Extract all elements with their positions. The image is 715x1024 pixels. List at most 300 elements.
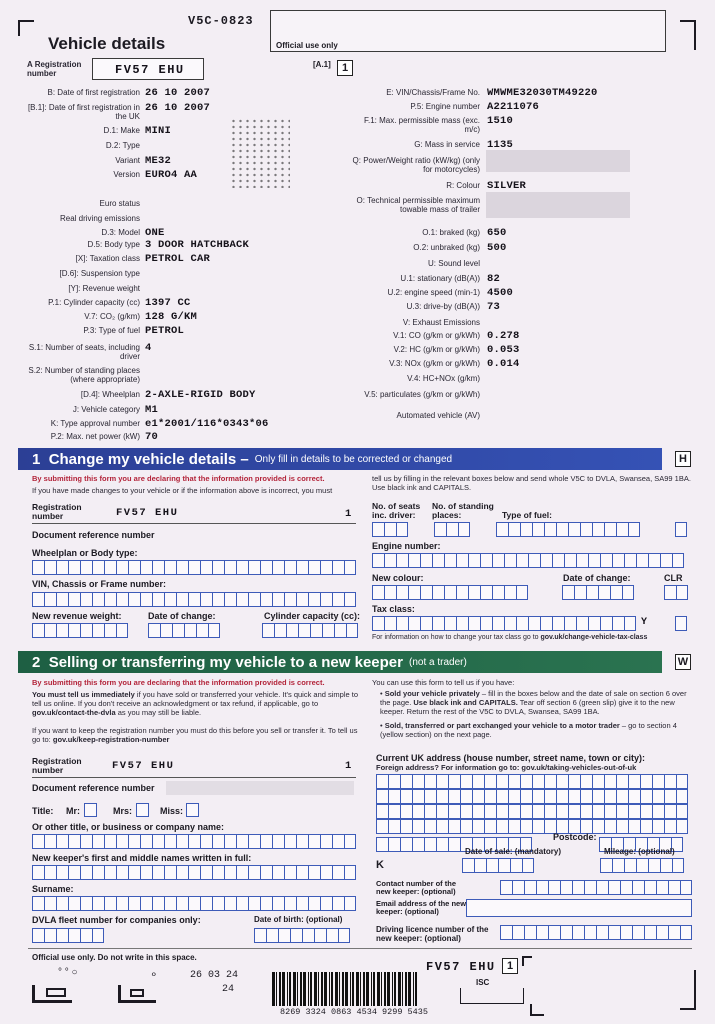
char-box[interactable] <box>676 789 688 804</box>
char-box[interactable] <box>652 804 664 819</box>
char-box[interactable] <box>640 819 652 834</box>
s1-fuel-boxes[interactable] <box>496 522 640 537</box>
char-box[interactable] <box>44 592 56 607</box>
char-box[interactable] <box>140 834 152 849</box>
char-box[interactable] <box>496 804 508 819</box>
char-box[interactable] <box>188 560 200 575</box>
char-box[interactable] <box>608 880 620 895</box>
char-box[interactable] <box>344 592 356 607</box>
char-box[interactable] <box>68 928 80 943</box>
s2-mileage-boxes[interactable] <box>600 858 684 873</box>
char-box[interactable] <box>32 896 44 911</box>
char-box[interactable] <box>456 616 468 631</box>
char-box[interactable] <box>612 616 624 631</box>
char-box[interactable] <box>248 834 260 849</box>
char-box[interactable] <box>448 819 460 834</box>
char-box[interactable] <box>620 880 632 895</box>
char-box[interactable] <box>496 789 508 804</box>
char-box[interactable] <box>636 553 648 568</box>
char-box[interactable] <box>396 522 408 537</box>
char-box[interactable] <box>408 585 420 600</box>
char-box[interactable] <box>372 522 384 537</box>
char-box[interactable] <box>648 858 660 873</box>
s2-surname-boxes[interactable] <box>32 896 356 911</box>
char-box[interactable] <box>484 774 496 789</box>
char-box[interactable] <box>675 522 687 537</box>
char-box[interactable] <box>116 592 128 607</box>
s2-licence-boxes[interactable] <box>500 925 692 940</box>
char-box[interactable] <box>164 560 176 575</box>
char-box[interactable] <box>612 553 624 568</box>
char-box[interactable] <box>284 592 296 607</box>
char-box[interactable] <box>140 896 152 911</box>
char-box[interactable] <box>80 560 92 575</box>
char-box[interactable] <box>296 896 308 911</box>
char-box[interactable] <box>508 522 520 537</box>
char-box[interactable] <box>396 585 408 600</box>
char-box[interactable] <box>172 623 184 638</box>
char-box[interactable] <box>548 880 560 895</box>
char-box[interactable] <box>586 585 598 600</box>
char-box[interactable] <box>460 774 472 789</box>
char-box[interactable] <box>656 880 668 895</box>
char-box[interactable] <box>528 616 540 631</box>
char-box[interactable] <box>92 623 104 638</box>
char-box[interactable] <box>592 804 604 819</box>
char-box[interactable] <box>152 896 164 911</box>
char-box[interactable] <box>592 522 604 537</box>
char-box[interactable] <box>260 592 272 607</box>
char-box[interactable] <box>510 858 522 873</box>
char-box[interactable] <box>320 896 332 911</box>
char-box[interactable] <box>664 774 676 789</box>
char-box[interactable] <box>564 616 576 631</box>
char-box[interactable] <box>32 560 44 575</box>
char-box[interactable] <box>272 560 284 575</box>
char-box[interactable] <box>532 522 544 537</box>
char-box[interactable] <box>604 774 616 789</box>
char-box[interactable] <box>664 804 676 819</box>
char-box[interactable] <box>540 553 552 568</box>
char-box[interactable] <box>236 896 248 911</box>
char-box[interactable] <box>660 858 672 873</box>
char-box[interactable] <box>260 834 272 849</box>
char-box[interactable] <box>128 896 140 911</box>
char-box[interactable] <box>434 522 446 537</box>
char-box[interactable] <box>284 865 296 880</box>
char-box[interactable] <box>574 585 586 600</box>
char-box[interactable] <box>388 837 400 852</box>
char-box[interactable] <box>104 592 116 607</box>
char-box[interactable] <box>544 804 556 819</box>
char-box[interactable] <box>572 880 584 895</box>
char-box[interactable] <box>284 834 296 849</box>
char-box[interactable] <box>376 804 388 819</box>
char-box[interactable] <box>212 896 224 911</box>
char-box[interactable] <box>508 819 520 834</box>
char-box[interactable] <box>254 928 266 943</box>
char-box[interactable] <box>372 616 384 631</box>
char-box[interactable] <box>196 623 208 638</box>
char-box[interactable] <box>624 553 636 568</box>
char-box[interactable] <box>520 804 532 819</box>
char-box[interactable] <box>44 865 56 880</box>
char-box[interactable] <box>248 560 260 575</box>
char-box[interactable] <box>508 774 520 789</box>
char-box[interactable] <box>656 925 668 940</box>
char-box[interactable] <box>266 928 278 943</box>
char-box[interactable] <box>608 925 620 940</box>
char-box[interactable] <box>412 774 424 789</box>
char-box[interactable] <box>408 616 420 631</box>
char-box[interactable] <box>116 623 128 638</box>
char-box[interactable] <box>128 865 140 880</box>
char-box[interactable] <box>472 804 484 819</box>
char-box[interactable] <box>660 553 672 568</box>
char-box[interactable] <box>432 553 444 568</box>
char-box[interactable] <box>584 880 596 895</box>
char-box[interactable] <box>664 819 676 834</box>
s2-para1-link[interactable]: gov.uk/contact-the-dvla <box>32 708 116 717</box>
char-box[interactable] <box>576 553 588 568</box>
char-box[interactable] <box>116 865 128 880</box>
char-box[interactable] <box>332 865 344 880</box>
char-box[interactable] <box>484 789 496 804</box>
char-box[interactable] <box>92 834 104 849</box>
char-box[interactable] <box>260 865 272 880</box>
char-box[interactable] <box>164 834 176 849</box>
char-box[interactable] <box>508 804 520 819</box>
char-box[interactable] <box>208 623 220 638</box>
char-box[interactable] <box>436 837 448 852</box>
char-box[interactable] <box>92 560 104 575</box>
s2-fleet-boxes[interactable] <box>32 928 104 943</box>
s1-tax-info-link[interactable]: gov.uk/change-vehicle-tax-class <box>540 634 648 641</box>
char-box[interactable] <box>504 585 516 600</box>
char-box[interactable] <box>326 928 338 943</box>
char-box[interactable] <box>104 560 116 575</box>
char-box[interactable] <box>388 789 400 804</box>
char-box[interactable] <box>332 560 344 575</box>
char-box[interactable] <box>176 560 188 575</box>
s2-foreign-link[interactable]: gov.uk/taking-vehicles-out-of-uk <box>521 763 637 772</box>
char-box[interactable] <box>128 834 140 849</box>
char-box[interactable] <box>400 774 412 789</box>
s2-dob-boxes[interactable] <box>254 928 350 943</box>
char-box[interactable] <box>610 585 622 600</box>
char-box[interactable] <box>200 560 212 575</box>
char-box[interactable] <box>576 616 588 631</box>
char-box[interactable] <box>460 819 472 834</box>
char-box[interactable] <box>664 585 676 600</box>
char-box[interactable] <box>140 865 152 880</box>
char-box[interactable] <box>104 896 116 911</box>
char-box[interactable] <box>522 858 534 873</box>
char-box[interactable] <box>632 880 644 895</box>
char-box[interactable] <box>640 804 652 819</box>
char-box[interactable] <box>236 592 248 607</box>
char-box[interactable] <box>460 789 472 804</box>
s2-email-field[interactable] <box>466 899 692 917</box>
char-box[interactable] <box>448 804 460 819</box>
char-box[interactable] <box>480 585 492 600</box>
char-box[interactable] <box>628 789 640 804</box>
char-box[interactable] <box>548 925 560 940</box>
char-box[interactable] <box>504 553 516 568</box>
char-box[interactable] <box>632 925 644 940</box>
char-box[interactable] <box>384 585 396 600</box>
char-box[interactable] <box>552 616 564 631</box>
char-box[interactable] <box>152 592 164 607</box>
char-box[interactable] <box>400 837 412 852</box>
char-box[interactable] <box>32 623 44 638</box>
char-box[interactable] <box>164 865 176 880</box>
char-box[interactable] <box>444 616 456 631</box>
char-box[interactable] <box>140 592 152 607</box>
char-box[interactable] <box>176 834 188 849</box>
char-box[interactable] <box>444 553 456 568</box>
char-box[interactable] <box>424 819 436 834</box>
char-box[interactable] <box>412 819 424 834</box>
char-box[interactable] <box>32 928 44 943</box>
char-box[interactable] <box>376 774 388 789</box>
char-box[interactable] <box>584 925 596 940</box>
char-box[interactable] <box>492 585 504 600</box>
char-box[interactable] <box>176 865 188 880</box>
char-box[interactable] <box>248 865 260 880</box>
char-box[interactable] <box>372 553 384 568</box>
char-box[interactable] <box>604 804 616 819</box>
char-box[interactable] <box>598 585 610 600</box>
char-box[interactable] <box>580 804 592 819</box>
char-box[interactable] <box>444 585 456 600</box>
char-box[interactable] <box>284 896 296 911</box>
s1-vin-boxes[interactable] <box>32 592 356 607</box>
char-box[interactable] <box>496 774 508 789</box>
char-box[interactable] <box>468 553 480 568</box>
char-box[interactable] <box>104 865 116 880</box>
char-box[interactable] <box>272 896 284 911</box>
char-box[interactable] <box>236 560 248 575</box>
char-box[interactable] <box>616 789 628 804</box>
char-box[interactable] <box>188 896 200 911</box>
char-box[interactable] <box>224 560 236 575</box>
char-box[interactable] <box>432 585 444 600</box>
char-box[interactable] <box>508 789 520 804</box>
char-box[interactable] <box>56 865 68 880</box>
char-box[interactable] <box>56 928 68 943</box>
char-box[interactable] <box>446 522 458 537</box>
char-box[interactable] <box>420 616 432 631</box>
s2-para2-link[interactable]: gov.uk/keep-registration-number <box>52 735 170 744</box>
char-box[interactable] <box>68 865 80 880</box>
s2-mr-checkbox[interactable] <box>84 803 97 817</box>
char-box[interactable] <box>302 928 314 943</box>
char-box[interactable] <box>448 789 460 804</box>
char-box[interactable] <box>396 616 408 631</box>
char-box[interactable] <box>600 553 612 568</box>
char-box[interactable] <box>468 616 480 631</box>
char-box[interactable] <box>346 623 358 638</box>
char-box[interactable] <box>532 819 544 834</box>
char-box[interactable] <box>676 819 688 834</box>
char-box[interactable] <box>284 560 296 575</box>
char-box[interactable] <box>544 789 556 804</box>
s1-standing-boxes[interactable] <box>434 522 470 537</box>
s1-tax-extra-box[interactable] <box>675 616 687 631</box>
char-box[interactable] <box>592 789 604 804</box>
char-box[interactable] <box>420 585 432 600</box>
char-box[interactable] <box>286 623 298 638</box>
char-box[interactable] <box>596 880 608 895</box>
char-box[interactable] <box>400 804 412 819</box>
char-box[interactable] <box>68 896 80 911</box>
char-box[interactable] <box>496 819 508 834</box>
char-box[interactable] <box>224 592 236 607</box>
char-box[interactable] <box>516 553 528 568</box>
char-box[interactable] <box>600 858 612 873</box>
char-box[interactable] <box>176 592 188 607</box>
char-box[interactable] <box>512 880 524 895</box>
s1-tax-class-boxes[interactable] <box>372 616 636 631</box>
char-box[interactable] <box>56 560 68 575</box>
char-box[interactable] <box>556 789 568 804</box>
char-box[interactable] <box>332 592 344 607</box>
char-box[interactable] <box>188 834 200 849</box>
char-box[interactable] <box>458 522 470 537</box>
char-box[interactable] <box>260 896 272 911</box>
char-box[interactable] <box>456 585 468 600</box>
char-box[interactable] <box>148 623 160 638</box>
char-box[interactable] <box>500 880 512 895</box>
char-box[interactable] <box>32 592 44 607</box>
char-box[interactable] <box>400 819 412 834</box>
char-box[interactable] <box>56 896 68 911</box>
char-box[interactable] <box>680 880 692 895</box>
char-box[interactable] <box>622 585 634 600</box>
char-box[interactable] <box>436 789 448 804</box>
char-box[interactable] <box>672 858 684 873</box>
char-box[interactable] <box>384 553 396 568</box>
char-box[interactable] <box>486 858 498 873</box>
char-box[interactable] <box>472 774 484 789</box>
char-box[interactable] <box>568 522 580 537</box>
char-box[interactable] <box>492 616 504 631</box>
char-box[interactable] <box>260 560 272 575</box>
char-box[interactable] <box>675 616 687 631</box>
char-box[interactable] <box>512 925 524 940</box>
char-box[interactable] <box>588 616 600 631</box>
char-box[interactable] <box>628 522 640 537</box>
char-box[interactable] <box>308 834 320 849</box>
char-box[interactable] <box>552 553 564 568</box>
char-box[interactable] <box>44 623 56 638</box>
char-box[interactable] <box>412 789 424 804</box>
char-box[interactable] <box>628 774 640 789</box>
char-box[interactable] <box>456 553 468 568</box>
char-box[interactable] <box>224 865 236 880</box>
s2-miss-checkbox[interactable] <box>186 803 199 817</box>
char-box[interactable] <box>200 865 212 880</box>
char-box[interactable] <box>384 616 396 631</box>
s2-address-grid[interactable] <box>376 774 688 834</box>
char-box[interactable] <box>468 585 480 600</box>
char-box[interactable] <box>520 789 532 804</box>
char-box[interactable] <box>92 592 104 607</box>
char-box[interactable] <box>592 774 604 789</box>
char-box[interactable] <box>668 880 680 895</box>
char-box[interactable] <box>296 865 308 880</box>
char-box[interactable] <box>648 553 660 568</box>
char-box[interactable] <box>160 623 172 638</box>
s2-doc-ref-field[interactable] <box>166 781 354 795</box>
char-box[interactable] <box>424 774 436 789</box>
s1-cylinder-boxes[interactable] <box>262 623 358 638</box>
char-box[interactable] <box>184 623 196 638</box>
char-box[interactable] <box>344 896 356 911</box>
char-box[interactable] <box>644 925 656 940</box>
char-box[interactable] <box>616 819 628 834</box>
char-box[interactable] <box>212 560 224 575</box>
char-box[interactable] <box>616 522 628 537</box>
char-box[interactable] <box>296 592 308 607</box>
char-box[interactable] <box>68 592 80 607</box>
char-box[interactable] <box>472 789 484 804</box>
char-box[interactable] <box>68 834 80 849</box>
char-box[interactable] <box>272 834 284 849</box>
char-box[interactable] <box>334 623 346 638</box>
char-box[interactable] <box>412 837 424 852</box>
char-box[interactable] <box>320 560 332 575</box>
char-box[interactable] <box>560 880 572 895</box>
char-box[interactable] <box>80 865 92 880</box>
char-box[interactable] <box>152 560 164 575</box>
s1-fuel-extra-box[interactable] <box>675 522 687 537</box>
char-box[interactable] <box>320 834 332 849</box>
char-box[interactable] <box>44 834 56 849</box>
char-box[interactable] <box>308 865 320 880</box>
char-box[interactable] <box>152 834 164 849</box>
char-box[interactable] <box>92 865 104 880</box>
char-box[interactable] <box>80 834 92 849</box>
s1-clr-boxes[interactable] <box>664 585 688 600</box>
char-box[interactable] <box>332 896 344 911</box>
char-box[interactable] <box>448 837 460 852</box>
char-box[interactable] <box>676 774 688 789</box>
char-box[interactable] <box>56 592 68 607</box>
char-box[interactable] <box>520 522 532 537</box>
char-box[interactable] <box>498 858 510 873</box>
char-box[interactable] <box>504 616 516 631</box>
char-box[interactable] <box>140 560 152 575</box>
char-box[interactable] <box>298 623 310 638</box>
char-box[interactable] <box>624 616 636 631</box>
char-box[interactable] <box>432 616 444 631</box>
char-box[interactable] <box>344 560 356 575</box>
char-box[interactable] <box>460 804 472 819</box>
char-box[interactable] <box>564 553 576 568</box>
char-box[interactable] <box>604 522 616 537</box>
char-box[interactable] <box>516 616 528 631</box>
char-box[interactable] <box>628 819 640 834</box>
s1-wheelplan-boxes[interactable] <box>32 560 356 575</box>
s1-date-change-boxes[interactable] <box>148 623 220 638</box>
char-box[interactable] <box>308 560 320 575</box>
char-box[interactable] <box>616 774 628 789</box>
char-box[interactable] <box>56 834 68 849</box>
char-box[interactable] <box>164 592 176 607</box>
s1-seats-boxes[interactable] <box>372 522 408 537</box>
